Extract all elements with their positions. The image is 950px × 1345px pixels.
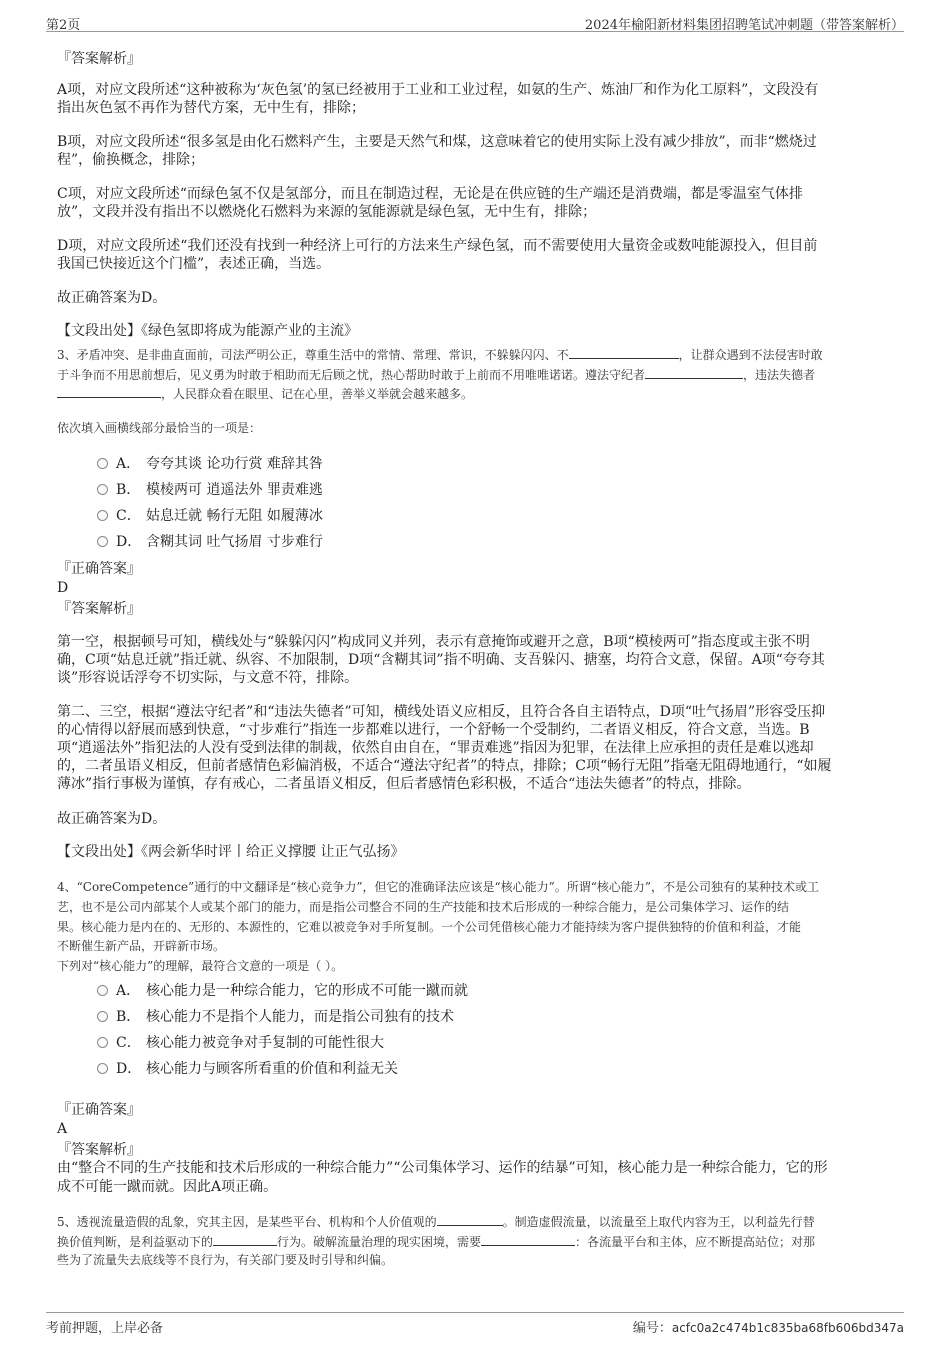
page-header: [46, 10, 904, 32]
analysis-c-line-1: C项，对应文段所述“而绿色氢不仅是氢部分，而且在制造过程，无论是在供应链的生产端还是消费端，都是零温室气体排: [57, 186, 803, 202]
q3-option-a[interactable]: A． 夸夸其谈 论功行赏 难辞其咎: [97, 455, 323, 473]
source: 【文段出处】《两会新华时评丨给正义撑腰 让正气弘扬》: [57, 844, 405, 860]
analysis-p2-line-5: 薄冰”指行事极为谨慎，存有戒心，二者虽语义相反，但后者感情色彩积极，不适合“违法失德者”的特点，排除。: [57, 776, 751, 792]
source: 【文段出处】《绿色氢即将成为能源产业的主流》: [57, 323, 358, 339]
page-footer: [46, 1312, 904, 1338]
analysis-line-2: 成不可能一蹴而就。因此A项正确。: [57, 1179, 278, 1195]
page-number: 第2页: [46, 18, 81, 33]
question-3-prompt: 依次填入画横线部分最恰当的一项是：: [57, 421, 262, 435]
question-3-stem-line-1: 3、矛盾冲突、是非曲直面前，司法严明公正，尊重生活中的常情、常理、常识，不躲躲闪闪、不 ，让群众遇到不法侵害时敢: [57, 348, 823, 362]
question-4-stem-line-2: 艺，也不是公司内部某个人或某个部门的能力，而是指公司整合不同的生产技能和技术后形成的一种综合能力，是公司集体学习、运作的结: [57, 900, 790, 914]
question-5-stem-line-3: 些为了流量失去底线等不良行为，有关部门要及时引导和纠偏。: [57, 1253, 394, 1267]
analysis-a-line-1: A项，对应文段所述“这种被称为‘灰色氢’的氢已经被用于工业和工业过程，如氨的生产、炼油厂和作为化工原料”，文段没有: [57, 82, 819, 98]
radio-icon[interactable]: [97, 536, 108, 547]
document-title: 2024年榆阳新材料集团招聘笔试冲刺题（带答案解析）: [584, 18, 904, 33]
answer-value: D: [57, 580, 69, 596]
radio-icon[interactable]: [97, 510, 108, 521]
conclusion: 故正确答案为D。: [57, 290, 167, 306]
radio-icon[interactable]: [97, 1037, 108, 1048]
analysis-a-line-2: 指出灰色氢不再作为替代方案，无中生有，排除；: [57, 100, 365, 116]
radio-icon[interactable]: [97, 985, 108, 996]
analysis-label: 『答案解析』: [57, 1142, 141, 1158]
conclusion: 故正确答案为D。: [57, 811, 167, 827]
analysis-b-line-2: 程”，偷换概念，排除；: [57, 152, 205, 168]
radio-icon[interactable]: [97, 484, 108, 495]
q4-option-c[interactable]: C． 核心能力被竞争对手复制的可能性很大: [97, 1034, 384, 1052]
analysis-d-line-2: 我国已快接近这个门槛”，表述正确，当选。: [57, 256, 331, 272]
analysis-p2-line-1: 第二、三空，根据“遵法守纪者”和“违法失德者”可知，横线处语义应相反，且符合各自主语特点，D项“吐气扬眉”形容受压抑: [57, 704, 826, 720]
answer-label: 『正确答案』: [57, 561, 141, 577]
radio-icon[interactable]: [97, 458, 108, 469]
analysis-label: 『答案解析』: [57, 51, 141, 67]
analysis-p1-line-2: 确，C项“姑息迁就”指迁就、纵容、不加限制，D项“含糊其词”指不明确、支吾躲闪、搪塞，均符合文意，保留。A项“夸夸其: [57, 652, 825, 668]
question-4-stem-line-1: 4、“CoreCompetence”通行的中文翻译是“核心竞争力”，但它的准确译法应该是“核心能力”。所谓“核心能力”，不是公司独有的某种技术或工: [57, 880, 820, 894]
analysis-p1-line-1: 第一空，根据顿号可知，横线处与“躲躲闪闪”构成同义并列，表示有意掩饰或避开之意，B项“模棱两可”指态度或主张不明: [57, 634, 810, 650]
question-4-stem-line-4: 不断催生新产品，开辟新市场。: [57, 939, 226, 953]
analysis-label: 『答案解析』: [57, 601, 141, 617]
analysis-line-1: 由“整合不同的生产技能和技术后形成的一种综合能力”“公司集体学习、运作的结暴”可知，核心能力是一种综合能力，它的形: [57, 1160, 828, 1176]
question-5-stem-line-1: 5、透视流量造假的乱象，究其主因，是某些平台、机构和个人价值观的 。制造虚假流量，以流量至上取代内容为王，以利益先行替: [57, 1215, 815, 1229]
answer-label: 『正确答案』: [57, 1102, 141, 1118]
analysis-p2-line-2: 的心情得以舒展而感到快意，“寸步难行”指连一步都难以进行，一个舒畅一个受制约，二者语义相反，符合文意，当选。B: [57, 722, 810, 738]
radio-icon[interactable]: [97, 1063, 108, 1074]
analysis-c-line-2: 放”，文段并没有指出不以燃烧化石燃料为来源的氢能源就是绿色氢，无中生有，排除；: [57, 204, 597, 220]
analysis-b-line-1: B项，对应文段所述“很多氢是由化石燃料产生，主要是天然气和煤，这意味着它的使用实际上没有减少排放”，而非“燃烧过: [57, 134, 817, 150]
question-4-stem-line-3: 果。核心能力是内在的、无形的、本源性的，它难以被竞争对手所复制。一个公司凭借核心能力才能持续为客户提供独特的价值和利益，才能: [57, 920, 802, 934]
q3-option-d[interactable]: D． 含糊其词 吐气扬眉 寸步难行: [97, 533, 323, 551]
answer-value: A: [57, 1121, 68, 1137]
q3-option-c[interactable]: C． 姑息迁就 畅行无阻 如履薄冰: [97, 507, 323, 525]
analysis-d-line-1: D项，对应文段所述“我们还没有找到一种经济上可行的方法来生产绿色氢，而不需要使用大量资金或数吨能源投入，但目前: [57, 238, 818, 254]
question-5-stem-line-2: 换价值判断，是利益驱动下的 行为。破解流量治理的现实困境，需要 ：各流量平台和主体，应不断提高站位；对那: [57, 1235, 816, 1249]
question-3-stem-line-3: ，人民群众看在眼里、记在心里，善举义举就会越来越多。: [57, 385, 473, 403]
footer-slogan: 考前押题，上岸必备: [46, 1321, 164, 1336]
q4-option-d[interactable]: D． 核心能力与顾客所看重的价值和利益无关: [97, 1060, 398, 1078]
question-3-stem-line-2: 于斗争而不用思前想后，见义勇为时敢于相助而无后顾之忧，热心帮助时敢于上前而不用唯唯诺诺。遵法守纪者 ，违法失德者: [57, 368, 816, 382]
q3-option-b[interactable]: B． 模棱两可 逍遥法外 罪责难逃: [97, 481, 323, 499]
q4-option-b[interactable]: B． 核心能力不是指个人能力，而是指公司独有的技术: [97, 1008, 454, 1026]
analysis-p1-line-3: 谈”形容说话浮夸不切实际，与文意不符，排除。: [57, 670, 359, 686]
footer-code: 编号：acfc0a2c474b1c835ba68fb606bd347a: [632, 1321, 904, 1336]
analysis-p2-line-4: 的，二者虽语义相反，但前者感情色彩偏消极，不适合“遵法守纪者”的特点，排除；C项“畅行无阻”指毫无阻碍地通行，“如履: [57, 758, 832, 774]
analysis-p2-line-3: 项“逍遥法外”指犯法的人没有受到法律的制裁，依然自由自在，“罪责难逃”指因为犯罪，在法律上应承担的责任是难以逃却: [57, 740, 814, 756]
q4-option-a[interactable]: A． 核心能力是一种综合能力，它的形成不可能一蹴而就: [97, 982, 468, 1000]
radio-icon[interactable]: [97, 1011, 108, 1022]
question-4-prompt: 下列对“核心能力”的理解，最符合文意的一项是（ ）。: [57, 959, 344, 973]
